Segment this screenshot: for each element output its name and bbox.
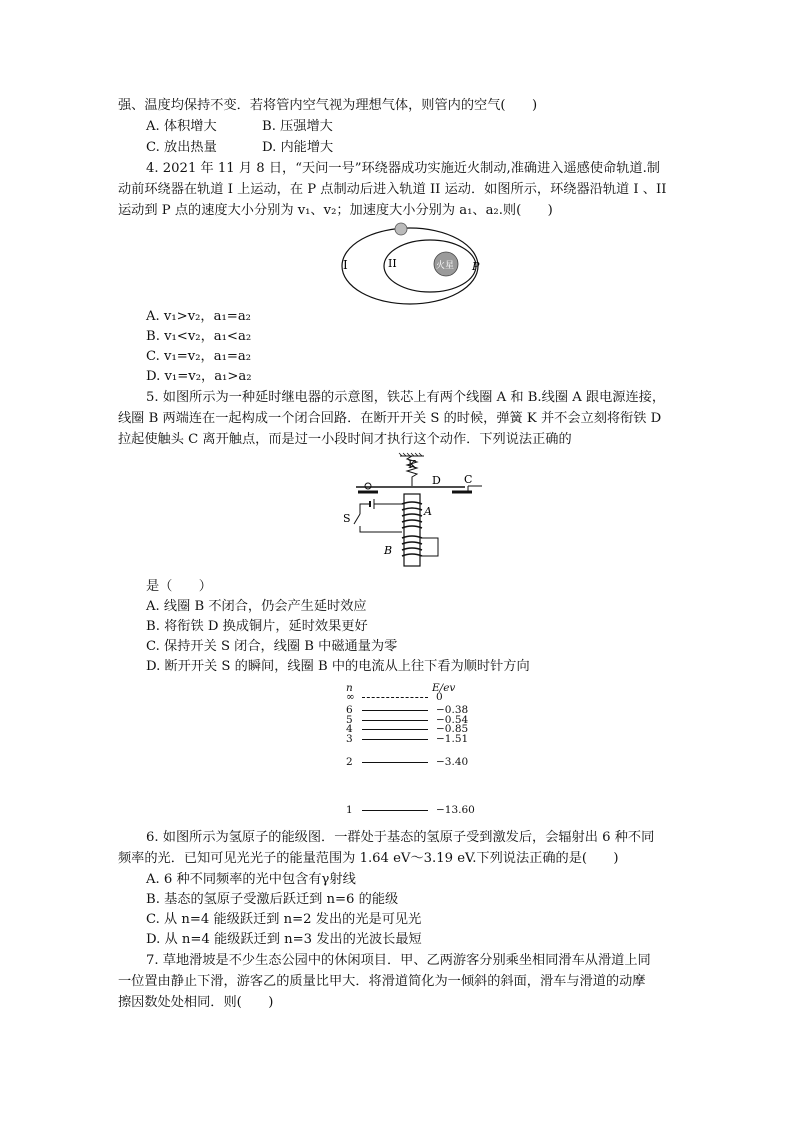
orbit-figure xyxy=(330,222,490,308)
level-line xyxy=(362,720,428,721)
n-header: n xyxy=(346,682,353,694)
q5-stem-1: 5. 如图所示为一种延时继电器的示意图，铁芯上有两个线圈 A 和 B.线圈 A 跟电源连接， xyxy=(146,390,666,405)
q6-option-c: C. 从 n=4 能级跃迁到 n=2 发出的光是可见光 xyxy=(146,912,422,927)
level-n: ∞ xyxy=(346,691,355,703)
q3-stem: 强、温度均保持不变．若将管内空气视为理想气体，则管内的空气( ) xyxy=(118,98,538,113)
q5-stem-2: 线圈 B 两端连在一起构成一个闭合回路．在断开开关 S 的时候，弹簧 K 并不会立刻将衔铁 D xyxy=(118,411,662,426)
level-energy: −0.85 xyxy=(436,723,469,735)
level-n: 6 xyxy=(346,704,353,716)
level-energy: −1.51 xyxy=(436,733,469,745)
q5-stem-3: 拉起使触头 C 离开触点，而是过一小段时间才执行这个动作．下列说法正确的 xyxy=(118,432,572,447)
planet-label: 火星 xyxy=(436,261,455,271)
q5-option-c: C. 保持开关 S 闭合，线圈 B 中磁通量为零 xyxy=(146,639,398,654)
q4-option-b: B. v₁<v₂，a₁<a₂ xyxy=(146,329,252,344)
e-header: E/ev xyxy=(432,682,456,694)
q4-option-a: A. v₁>v₂，a₁=a₂ xyxy=(146,309,251,324)
level-line xyxy=(362,810,428,811)
q6-option-d: D. 从 n=4 能级跃迁到 n=3 发出的光波长最短 xyxy=(146,932,422,947)
orbit-1-label: I xyxy=(343,258,348,272)
q5-option-d: D. 断开开关 S 的瞬间，线圈 B 中的电流从上往下看为顺时针方向 xyxy=(146,659,530,674)
q4-stem-1: 4. 2021 年 11 月 8 日，“天问一号”环绕器成功实施近火制动,准确进入遥感使命轨道.制 xyxy=(146,161,660,176)
energy-level-diagram xyxy=(340,683,480,823)
level-n: 4 xyxy=(346,723,353,735)
q4-stem-2: 动前环绕器在轨道 I 上运动，在 P 点制动后进入轨道 II 运动．如图所示，环绕器沿轨道 I 、II xyxy=(118,182,667,197)
level-energy: 0 xyxy=(436,691,443,703)
q6-stem-1: 6. 如图所示为氢原子的能级图．一群处于基态的氢原子受到激发后，会辐射出 6 种不同 xyxy=(146,830,655,845)
q6-stem-2: 频率的光．已知可见光光子的能量范围为 1.64 eV～3.19 eV.下列说法正确的是( ) xyxy=(118,851,619,866)
q4-option-c: C. v₁=v₂，a₁=a₂ xyxy=(146,349,252,364)
orbiter-icon xyxy=(395,223,407,235)
level-line xyxy=(362,729,428,730)
level-energy: −13.60 xyxy=(436,804,475,816)
level-n: 2 xyxy=(346,756,353,768)
label-s: S xyxy=(343,512,351,525)
q5-option-b: B. 将衔铁 D 换成铜片，延时效果更好 xyxy=(146,619,368,634)
level-n: 5 xyxy=(346,714,353,726)
q4-stem-3: 运动到 P 点的速度大小分别为 v₁、v₂；加速度大小分别为 a₁、a₂.则( ) xyxy=(118,203,553,218)
level-line xyxy=(362,762,428,763)
level-n: 3 xyxy=(346,733,353,745)
level-line xyxy=(362,710,428,711)
label-a: A xyxy=(424,505,432,518)
q5-option-a: A. 线圈 B 不闭合，仍会产生延时效应 xyxy=(146,599,367,614)
label-k: K xyxy=(408,458,417,471)
label-b: B xyxy=(384,544,393,557)
level-n: 1 xyxy=(346,804,353,816)
q3-option-b: B. 压强增大 xyxy=(262,119,333,134)
level-line xyxy=(362,739,428,740)
q6-option-b: B. 基态的氢原子受激后跃迁到 n=6 的能级 xyxy=(146,892,399,907)
q6-option-a: A. 6 种不同频率的光中包含有γ射线 xyxy=(146,872,356,887)
q7-stem-2: 一位置由静止下滑，游客乙的质量比甲大．将滑道简化为一倾斜的斜面，滑车与滑道的动摩 xyxy=(118,974,646,989)
level-energy: −0.54 xyxy=(436,714,469,726)
q7-stem-1: 7. 草地滑坡是不少生态公园中的休闲项目．甲、乙两游客分别乘坐相同滑车从滑道上同 xyxy=(146,953,651,968)
orbit-2 xyxy=(384,240,476,292)
q4-option-d: D. v₁=v₂，a₁>a₂ xyxy=(146,369,252,384)
level-line xyxy=(362,697,428,698)
q7-stem-3: 擦因数处处相同．则( ) xyxy=(118,995,274,1010)
q3-option-d: D. 内能增大 xyxy=(262,140,334,155)
label-d: D xyxy=(432,474,441,487)
point-p-label: P xyxy=(472,260,480,273)
q3-option-c: C. 放出热量 xyxy=(146,140,217,155)
switch-s xyxy=(354,514,360,524)
orbit-2-label: II xyxy=(388,257,397,270)
q3-option-a: A. 体积增大 xyxy=(146,119,217,134)
label-c: C xyxy=(464,473,473,486)
level-energy: −3.40 xyxy=(436,756,469,768)
level-energy: −0.38 xyxy=(436,704,469,716)
relay-figure xyxy=(340,452,490,572)
q5-stem-4: 是（ ） xyxy=(146,579,212,594)
